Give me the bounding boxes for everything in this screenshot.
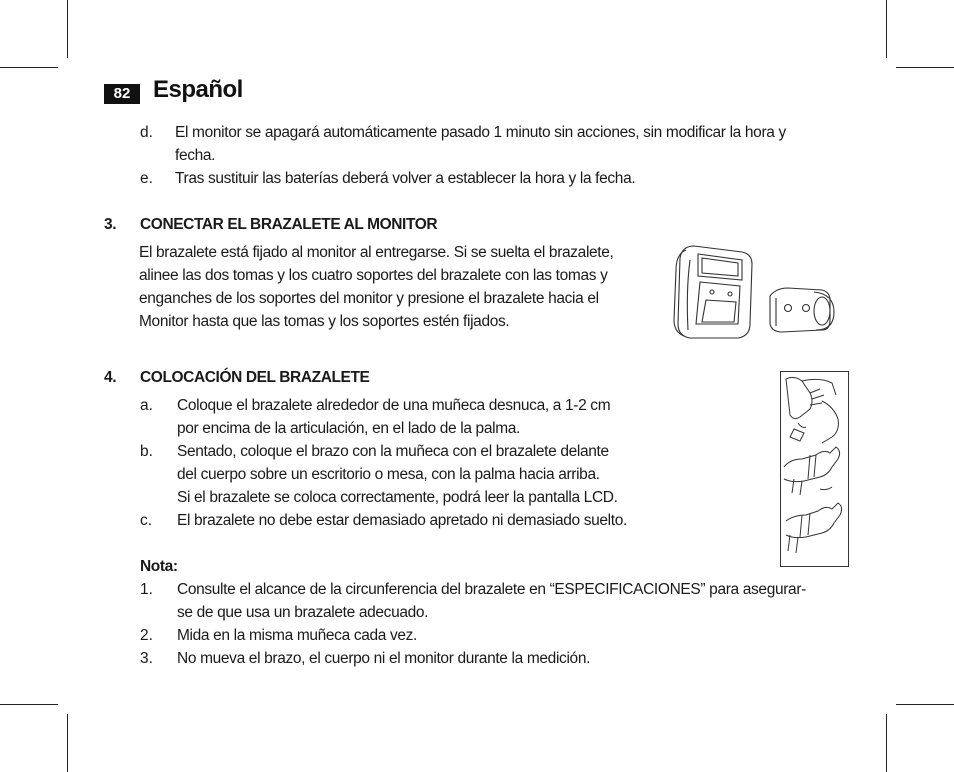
page-number: 82 (104, 84, 140, 104)
section-heading: COLOCACIÓN DEL BRAZALETE (140, 369, 370, 386)
crop-mark (886, 714, 887, 772)
list-item-text: Si el brazalete se coloca correctamente, podrá leer la pantalla LCD. (177, 489, 618, 506)
section-number: 3. (104, 216, 117, 233)
list-item-label: d. (140, 124, 153, 141)
list-item-text: del cuerpo sobre un escritorio o mesa, con la palma hacia arriba. (177, 466, 600, 483)
paragraph-line: enganches de los soportes del monitor y presione el brazalete hacia el (139, 290, 599, 307)
list-item-text: El brazalete no debe estar demasiado apretado ni demasiado suelto. (177, 512, 627, 529)
monitor-cuff-illustration (672, 240, 844, 346)
list-item-label: c. (140, 512, 153, 529)
list-item-text: Consulte el alcance de la circunferencia del brazalete en “ESPECIFICACIONES” para asegurar- (177, 581, 806, 598)
list-item-text: El monitor se apagará automáticamente pasado 1 minuto sin acciones, sin modificar la hora y (175, 124, 786, 141)
paragraph-line: El brazalete está fijado al monitor al entregarse. Si se suelta el brazalete, (139, 244, 614, 261)
list-item-label: 3. (140, 650, 153, 667)
crop-mark (67, 714, 68, 772)
list-item-label: 2. (140, 627, 153, 644)
crop-mark (67, 0, 68, 58)
list-item-text: se de que usa un brazalete adecuado. (177, 604, 429, 621)
paragraph-line: Monitor hasta que las tomas y los soportes estén fijados. (139, 313, 510, 330)
list-item-text: No mueva el brazo, el cuerpo ni el monitor durante la medición. (177, 650, 591, 667)
list-item-text: Coloque el brazalete alrededor de una muñeca desnuca, a 1-2 cm (177, 397, 611, 414)
list-item-text: Mida en la misma muñeca cada vez. (177, 627, 418, 644)
list-item-label: a. (140, 397, 153, 414)
paragraph-line: alinee las dos tomas y los cuatro soportes del brazalete con las tomas y (139, 267, 608, 284)
crop-mark (0, 67, 58, 68)
section-heading: CONECTAR EL BRAZALETE AL MONITOR (140, 216, 438, 233)
list-item-text: Tras sustituir las baterías deberá volver a establecer la hora y la fecha. (175, 170, 636, 187)
crop-mark (896, 67, 954, 68)
list-item-text: Sentado, coloque el brazo con la muñeca con el brazalete delante (177, 443, 609, 460)
page-title: Español (153, 76, 243, 103)
list-item-text: por encima de la articulación, en el lado de la palma. (177, 420, 520, 437)
list-item-label: e. (140, 170, 153, 187)
crop-mark (886, 0, 887, 58)
section-number: 4. (104, 369, 117, 386)
list-item-label: b. (140, 443, 153, 460)
notes-heading: Nota: (140, 558, 178, 575)
list-item-label: 1. (140, 581, 153, 598)
list-item-text: fecha. (175, 147, 216, 164)
crop-mark (896, 704, 954, 705)
wrist-cuff-illustration (780, 371, 850, 567)
crop-mark (0, 704, 58, 705)
